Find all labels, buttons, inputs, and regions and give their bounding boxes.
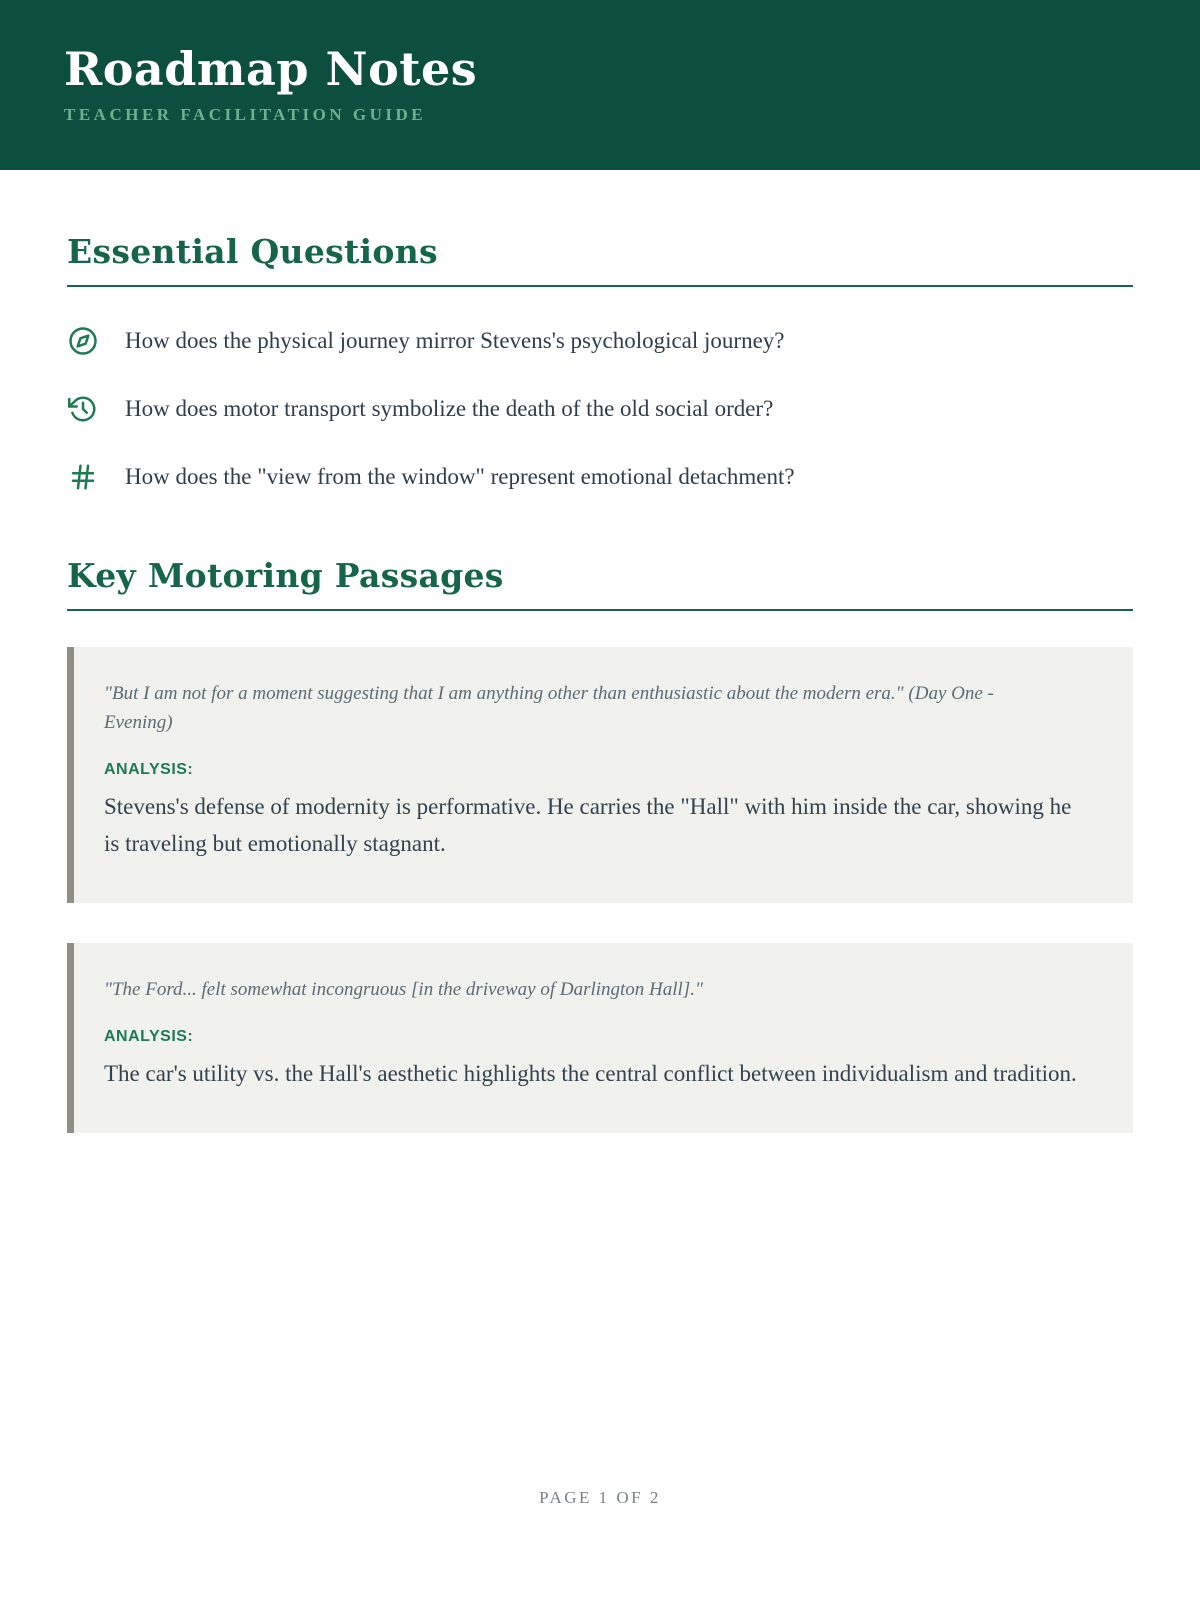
passage-quote: "The Ford... felt somewhat incongruous [in the driveway of Darlington Hall]." (104, 979, 703, 1001)
passage-block (67, 943, 1133, 1133)
history-clock-icon (67, 393, 99, 425)
passage-block (67, 647, 1133, 903)
list-item (67, 461, 1133, 493)
section-heading-essential-questions: Essential Questions (67, 232, 1133, 287)
compass-icon (67, 325, 99, 357)
hash-icon (67, 461, 99, 493)
page-number-indicator: PAGE 1 OF 2 (539, 1488, 661, 1507)
page-subtitle: TEACHER FACILITATION GUIDE (64, 104, 427, 124)
passages-list (67, 647, 1133, 1134)
question-text: How does the physical journey mirror Stevens's psychological journey? (125, 328, 785, 353)
question-text: How does motor transport symbolize the death of the old social order? (125, 396, 774, 422)
document-header (0, 0, 1200, 170)
document-content (0, 232, 1200, 1133)
essential-questions-list (67, 325, 1133, 494)
list-item (67, 393, 1133, 425)
list-item (67, 325, 1133, 357)
section-heading-key-passages: Key Motoring Passages (67, 556, 1133, 611)
passage-quote: "But I am not for a moment suggesting that I am anything other than enthusiastic about the modern era." (Day One - Evening) (104, 682, 994, 733)
analysis-label: ANALYSIS: (104, 1028, 194, 1046)
analysis-label: ANALYSIS: (104, 761, 194, 779)
page-title: Roadmap Notes (64, 42, 478, 96)
question-text: How does the "view from the window" represent emotional detachment? (125, 464, 795, 490)
analysis-text: Stevens's defense of modernity is performative. He carries the "Hall" with him inside the car, showing he is traveling but emotionally stagnant. (104, 794, 1072, 857)
analysis-text: The car's utility vs. the Hall's aesthetic highlights the central conflict between individualism and tradition. (104, 1061, 1077, 1087)
